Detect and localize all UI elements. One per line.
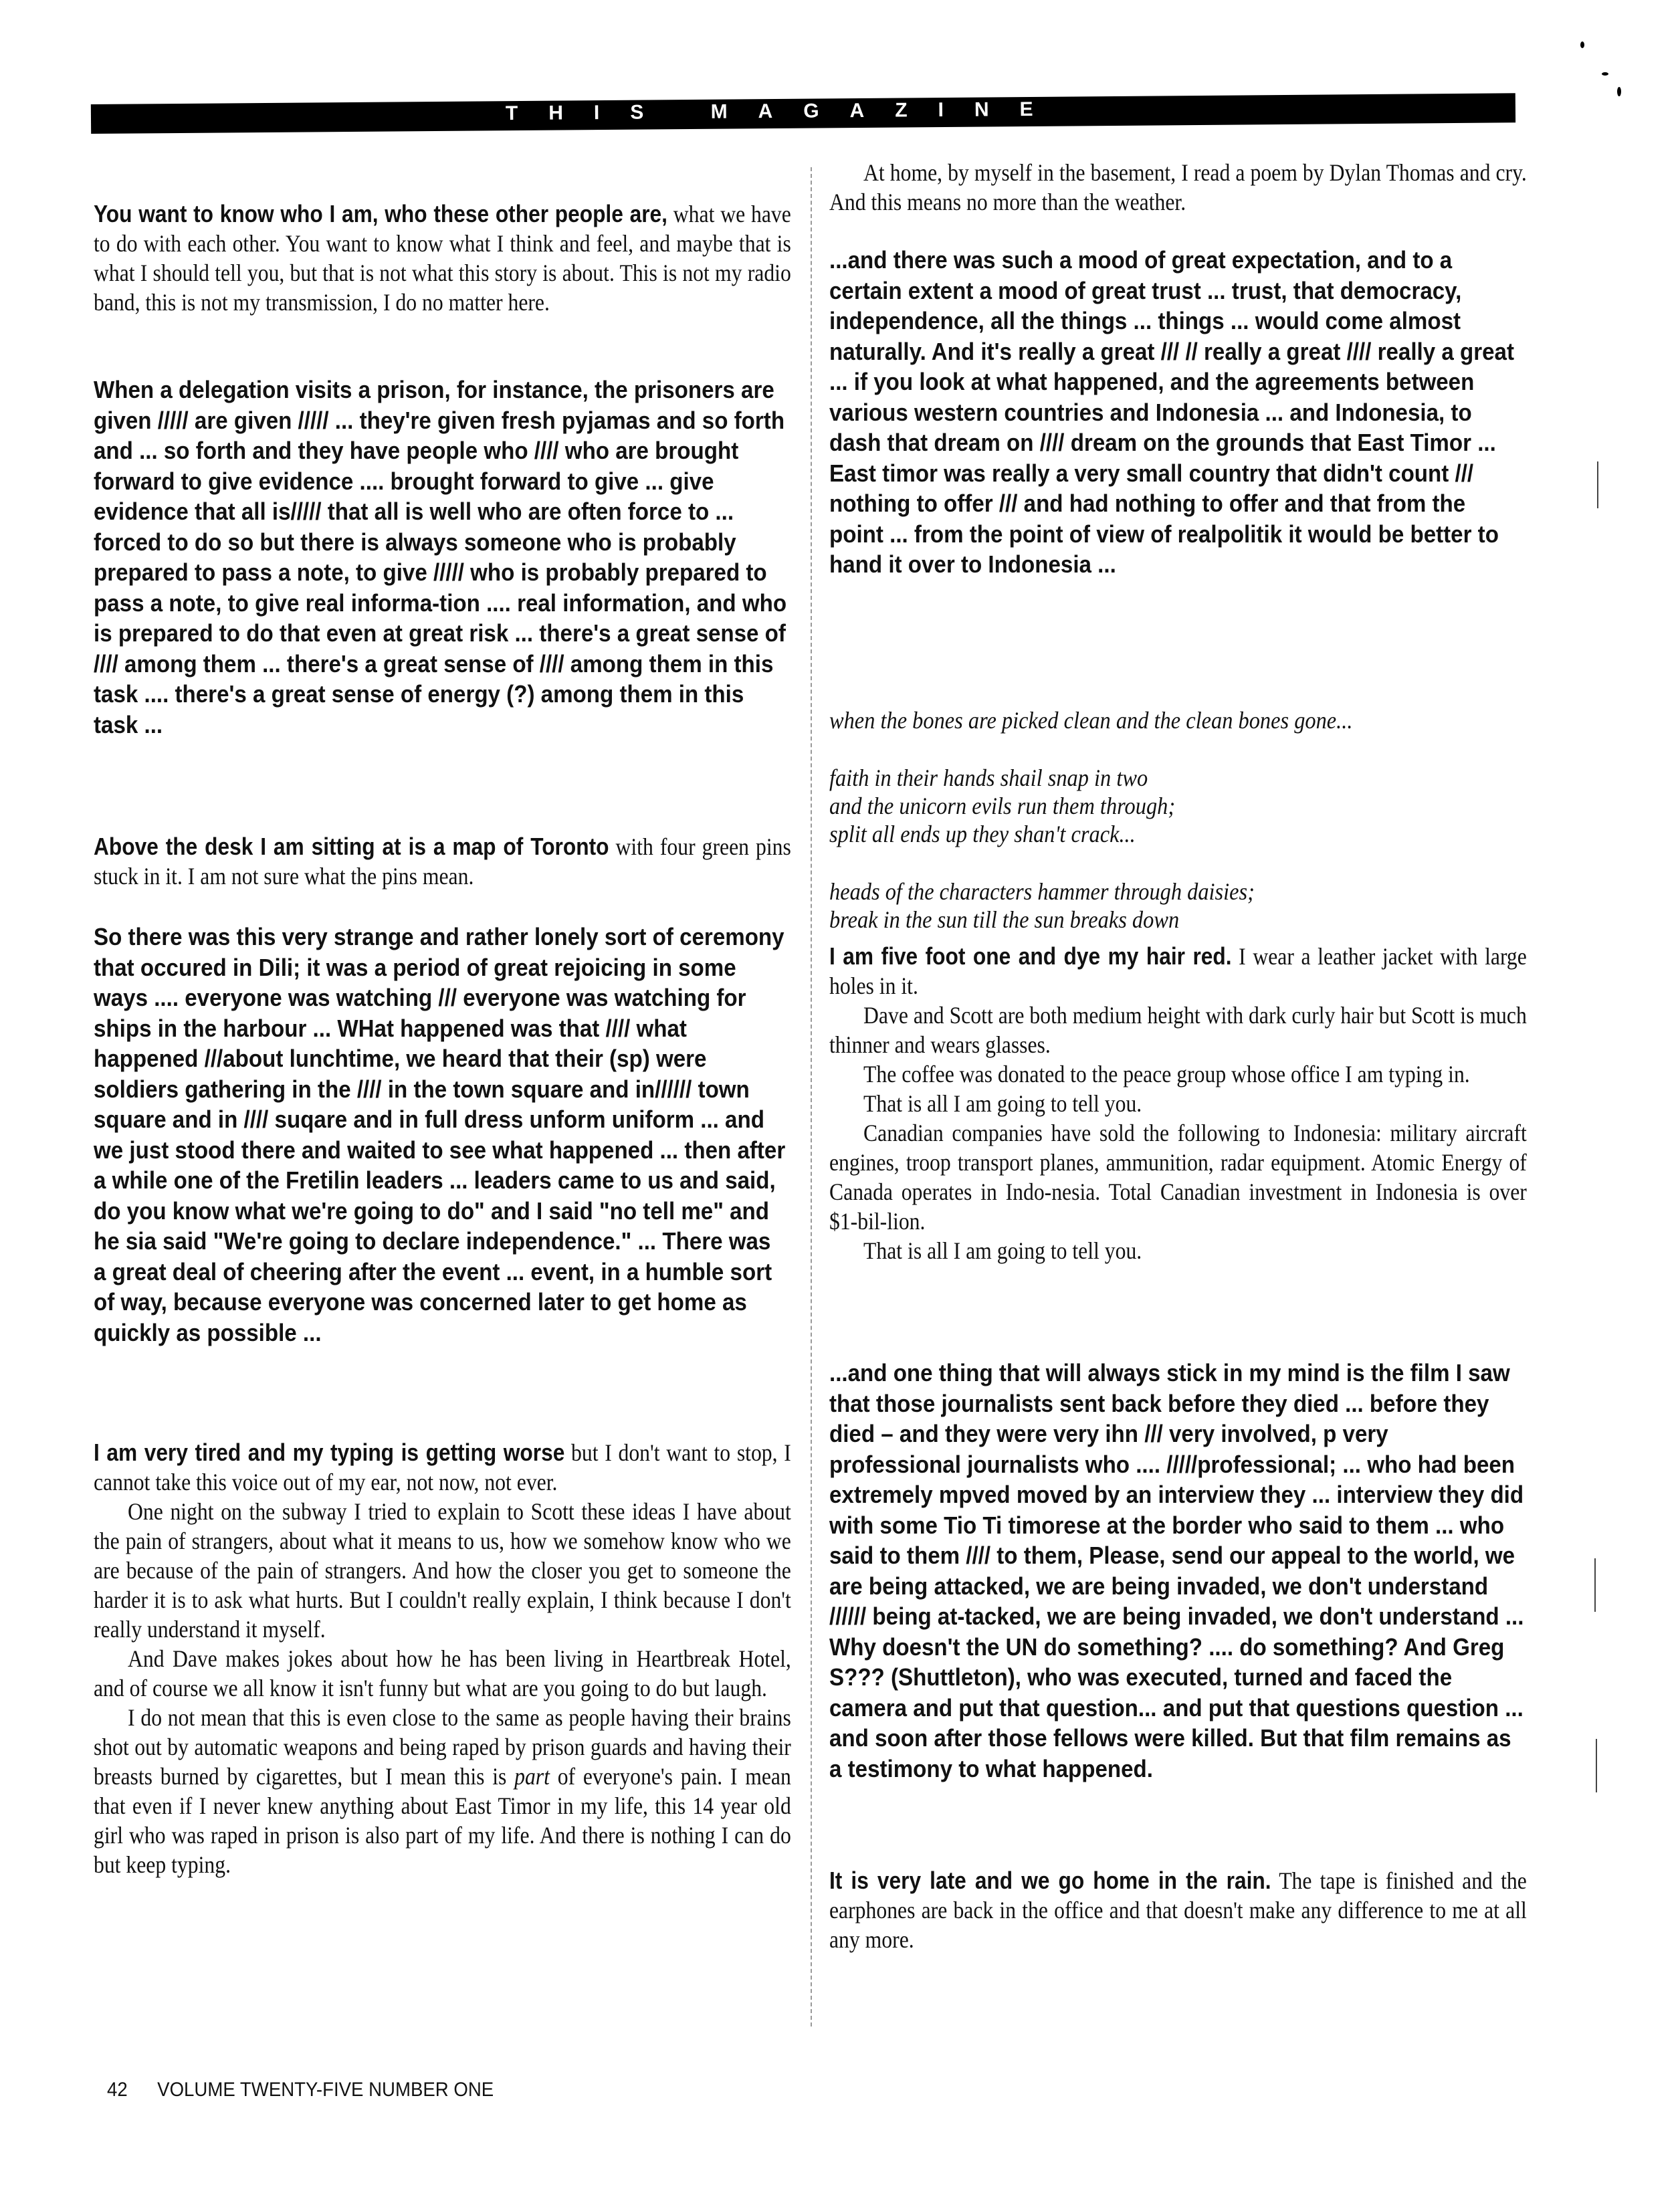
scan-edge-mark xyxy=(1597,461,1598,508)
verse-line: split all ends up they shan't crack... xyxy=(829,821,1136,847)
paragraph-body: with four green pins stuck in it. I am not sure what the pins mean. xyxy=(94,833,791,890)
lead-in: I am five foot one and dye my hair red. xyxy=(829,942,1232,970)
paragraph-body: One night on the subway I tried to explain to Scott these ideas I have about the pain of strangers, about what it means to us, how we somehow know who we are because of the pain of strangers. And how the closer you get to someone the harder it is to ask what hurts. But I couldn't really explain, I think because I don't really understand it myself. xyxy=(94,1498,791,1643)
page-number: 42 xyxy=(107,2079,128,2101)
right-paragraph-3 xyxy=(829,1866,1527,1954)
paragraph-body: Dave and Scott are both medium height with dark curly hair but Scott is much thinner and wears glasses. xyxy=(829,1002,1527,1058)
paragraph-body: I wear a leather jacket with large holes in it. xyxy=(829,943,1527,999)
scan-edge-mark xyxy=(1596,1739,1597,1792)
lead-in: You want to know who I am, who these other people are, xyxy=(94,200,667,227)
right-transcript-2: ...and one thing that will always stick in my mind is the film I saw that those journalists sent back before they died ... before they died – and they were very ihn /// very involved, p very professional journalists who .... /////professional; ... who had been extremely mpved moved by an interview they ... interview they did with some Tio Ti timorese at the border who said to them ... who said to them //// to them, Please, send our appeal to the world, we are being attacked, we are being invaded, we don't understand ////// being at-tacked, we are being invaded, we don't understand ... Why doesn't the UN do something? .... do something? And Greg S??? (Shuttleton), who was executed, turned and faced the camera and put that question... and put that questions question ... and soon after those fellows were killed. But that film remains as a testimony to what happened. xyxy=(829,1359,1524,1782)
verse-line: faith in their hands shail snap in two xyxy=(829,764,1148,791)
text-run: of everyone's pain. I mean that even if I never knew anything about East Timor in my life, this 14 year old girl who was raped in prison is also part of my life. And there is nothing I can do but keep typing. xyxy=(94,1763,791,1878)
emphasis: part xyxy=(514,1763,550,1790)
verse-line: break in the sun till the sun breaks down xyxy=(829,906,1180,933)
page-footer xyxy=(107,2079,494,2101)
left-paragraph-2 xyxy=(94,832,791,891)
text-run: I do not mean that this is even close to the same as people having their brains shot out by automatic weapons and being raped by prison guards and having their breasts burned by cigarettes, but I mean this is xyxy=(94,1704,791,1790)
right-paragraph-1 xyxy=(829,158,1527,217)
left-paragraph-3 xyxy=(94,1438,791,1879)
right-transcript-1: ...and there was such a mood of great expectation, and to a certain extent a mood of great trust ... trust, that democracy, independence, all the things ... things ... would come almost naturally. And it's really a great /// // really a great //// really a great ... if you look at what happened, and the agreements between various western countries and Indonesia ... and Indonesia, to dash that dream on //// dream on the grounds that East Timor ... East timor was really a very small country that didn't count /// nothing to offer /// and had nothing to offer and that from the point ... from the point of view of realpolitik it would be better to hand it over to Indonesia ... xyxy=(829,246,1514,578)
paragraph-body: but I don't want to stop, I cannot take this voice out of my ear, not now, not ever. xyxy=(94,1439,791,1495)
issue-label: VOLUME TWENTY-FIVE NUMBER ONE xyxy=(157,2079,494,2101)
scan-speck xyxy=(1602,72,1608,76)
masthead-title: THIS MAGAZINE xyxy=(505,98,1064,125)
right-paragraph-2 xyxy=(829,942,1527,1265)
paragraph-body: Canadian companies have sold the following to Indonesia: military aircraft engines, troop transport planes, ammunition, radar equipment. Atomic Energy of Canada operates in Indo-nesia. Total Canadian investment in Indonesia is over $1-bil-lion. xyxy=(829,1120,1527,1235)
verse-line: heads of the characters hammer through daisies; xyxy=(829,878,1255,905)
masthead-banner xyxy=(91,93,1515,134)
verse-line: and the unicorn evils run them through; xyxy=(829,793,1176,819)
paragraph-body: That is all I am going to tell you. xyxy=(863,1237,1142,1264)
lead-in: I am very tired and my typing is getting worse xyxy=(94,1439,565,1466)
paragraph-body: The tape is finished and the earphones are back in the office and that doesn't make any difference to me at all any more. xyxy=(829,1867,1527,1953)
paragraph-body: That is all I am going to tell you. xyxy=(863,1090,1142,1117)
paragraph-body xyxy=(94,1703,791,1879)
paragraph-body: what we have to do with each other. You want to know what I think and feel, and maybe that is what I should tell you, but that is not what this story is about. This is not my radio band, this is not my transmission, I do no matter here. xyxy=(94,201,791,316)
scan-edge-mark xyxy=(1594,1558,1596,1612)
scan-speck xyxy=(1617,87,1621,96)
paragraph-body: The coffee was donated to the peace group whose office I am typing in. xyxy=(863,1061,1470,1087)
verse-line: when the bones are picked clean and the clean bones gone... xyxy=(829,707,1353,734)
lead-in: Above the desk I am sitting at is a map of Toronto xyxy=(94,833,609,860)
column-divider xyxy=(811,167,812,2026)
lead-in: It is very late and we go home in the rain. xyxy=(829,1867,1271,1894)
paragraph-body: At home, by myself in the basement, I read a poem by Dylan Thomas and cry. And this means no more than the weather. xyxy=(829,159,1527,215)
scan-speck xyxy=(1580,41,1584,48)
left-paragraph-1 xyxy=(94,199,791,317)
paragraph-body: And Dave makes jokes about how he has been living in Heartbreak Hotel, and of course we all know it isn't funny but what are you going to do but laugh. xyxy=(94,1645,791,1701)
poem-excerpt xyxy=(829,706,1521,934)
left-transcript-2: So there was this very strange and rather lonely sort of ceremony that occured in Dili; it was a period of great rejoicing in some ways .... everyone was watching /// everyone was watching for ships in the harbour ... WHat happened was that //// what happened ///about lunchtime, we heard that their (sp) were soldiers gathering in the //// in the town square and in////// town square and in //// suqare and in full dress unform uniform ... and we just stood there and waited to see what happened ... then after a while one of the Fretilin leaders ... leaders came to us and said, do you know what we're going to do" and I said "no tell me" and he sia said "We're going to declare independence." ... There was a great deal of cheering after the event ... event, in a humble sort of way, because everyone was concerned later to get home as quickly as possible ... xyxy=(94,923,786,1346)
left-transcript-1: When a delegation visits a prison, for instance, the prisoners are given ///// are given ///// ... they're given fresh pyjamas and so forth and ... so forth and they have people who //// who are brought forward to give evidence .... brought forward to give ... give evidence that all is///// that all is well who are often force to ... forced to do so but there is always someone who is probably prepared to pass a note, to give ///// who is probably prepared to pass a note, to give real informa-tion .... real information, and who is prepared to do that even at great risk ... there's a great sense of //// among them ... there's a great sense of //// among them in this task .... there's a great sense of energy (?) among them in this task ... xyxy=(94,376,787,738)
